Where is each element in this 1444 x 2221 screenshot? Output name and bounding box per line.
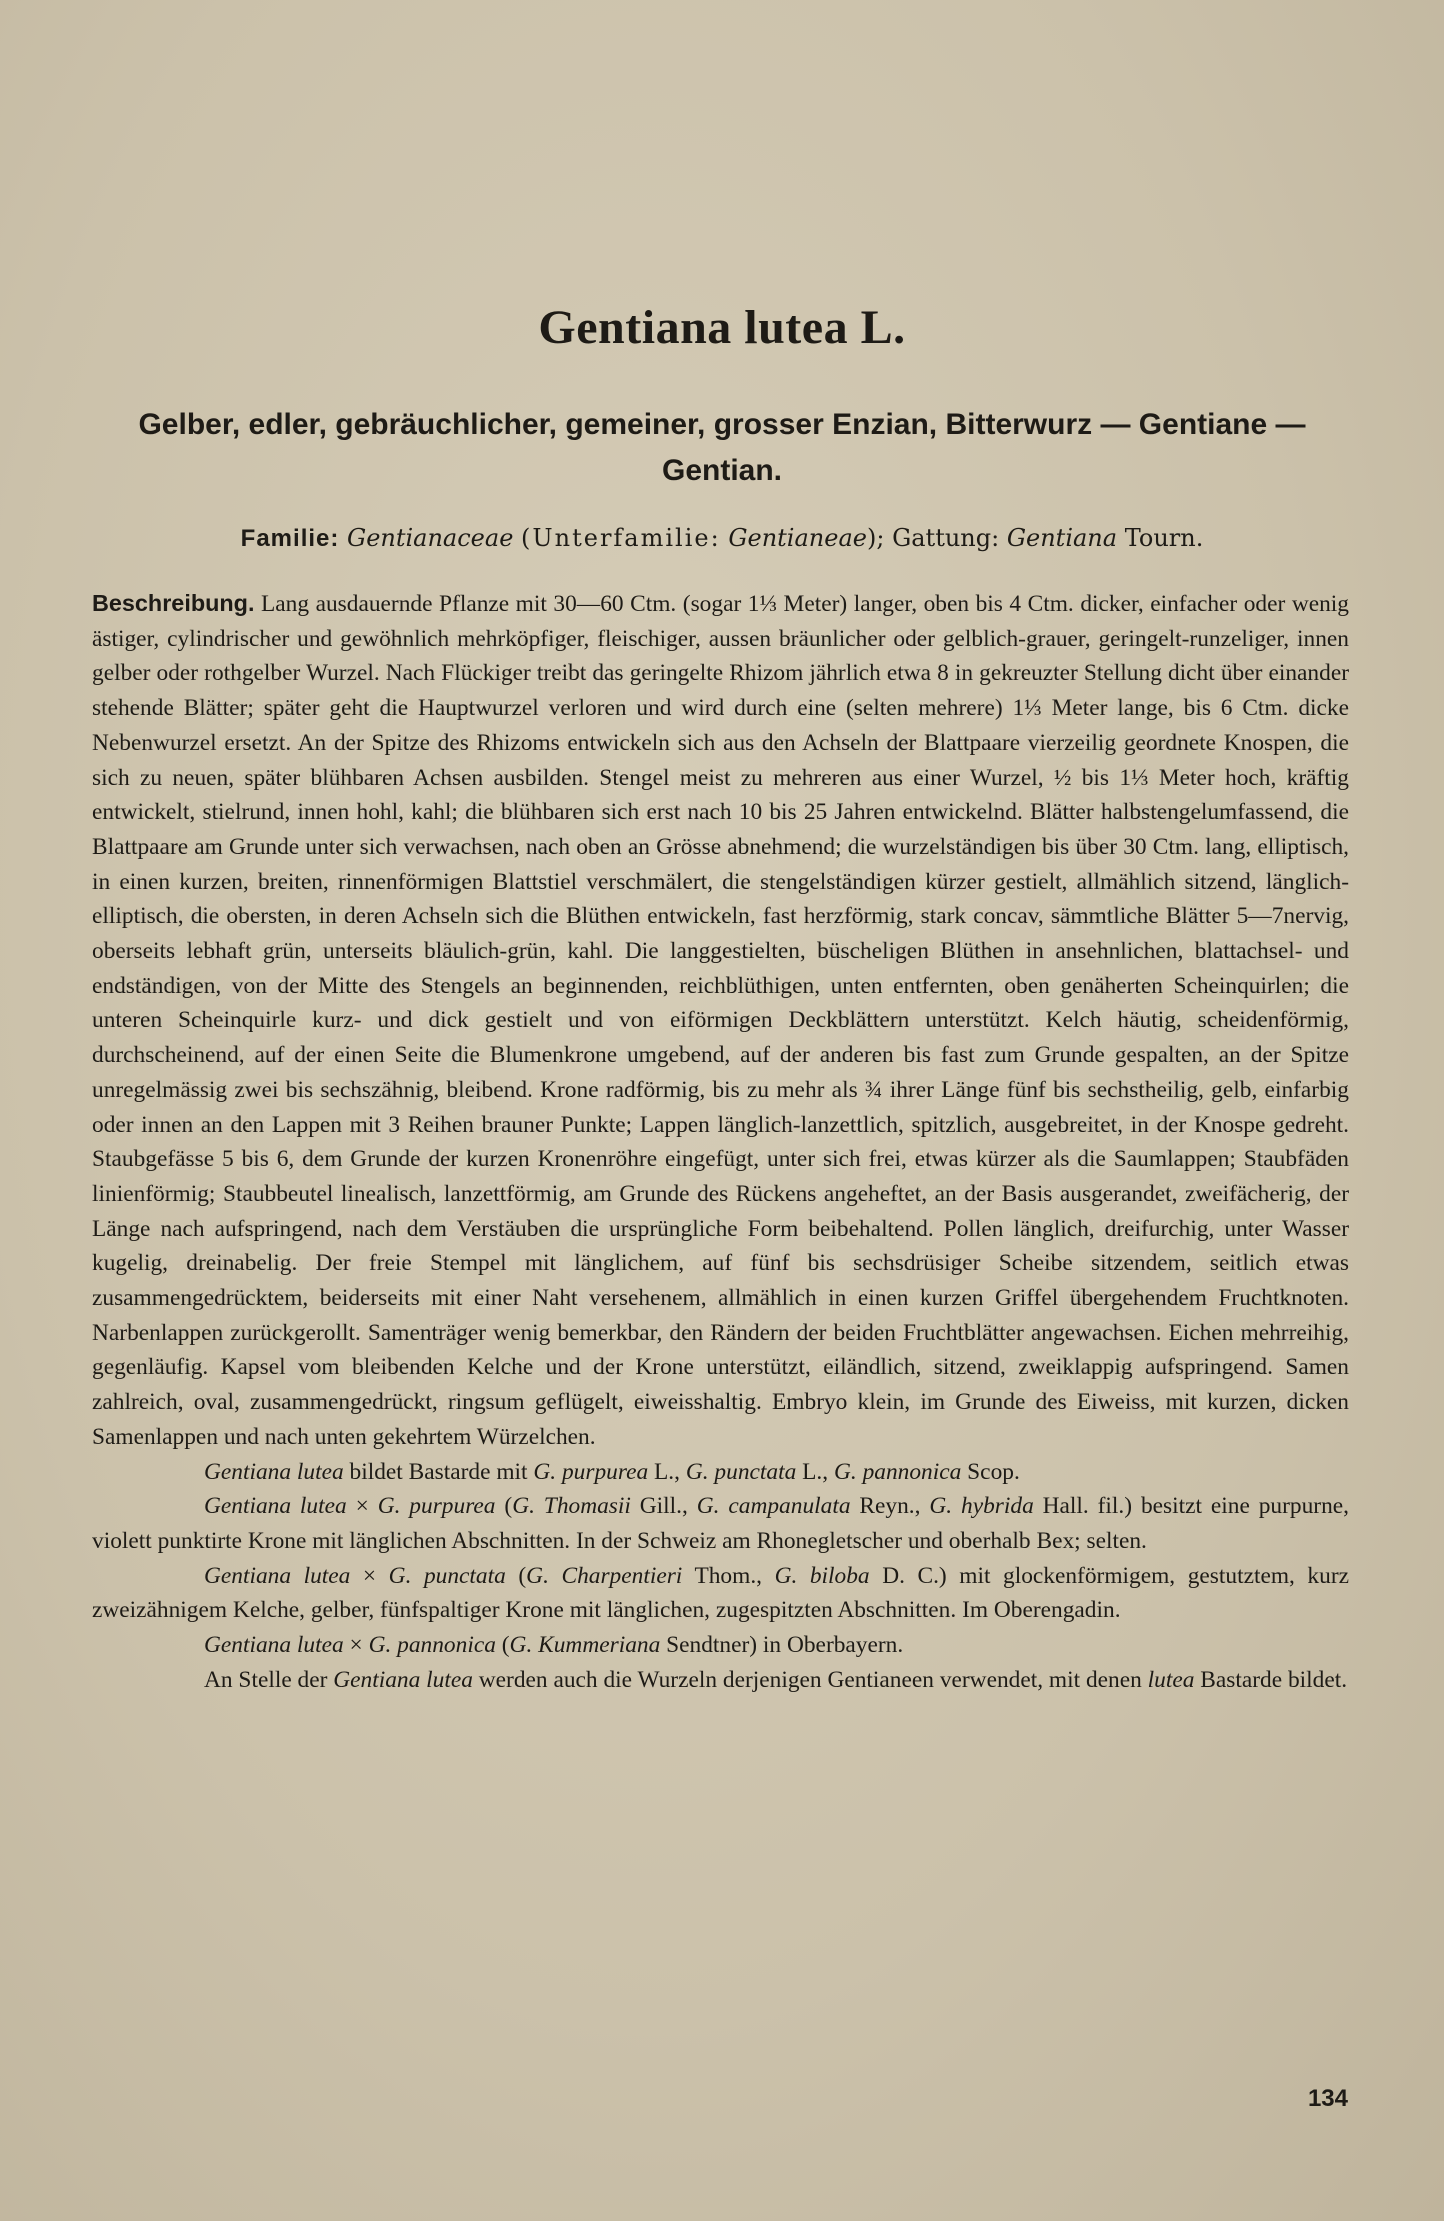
page-number: 134 xyxy=(1307,2085,1348,2112)
species-name: G. hybrida xyxy=(929,1493,1034,1520)
species-name: G. campanulata xyxy=(696,1493,851,1520)
text-span: Thom., xyxy=(682,1562,775,1589)
family-name: Gentianaceae xyxy=(347,524,514,552)
text-span: L., xyxy=(796,1458,834,1485)
species-name: G. pannonica xyxy=(368,1632,496,1659)
unterfamilie-label: (Unterfamilie: xyxy=(521,524,721,552)
text-span: Bastarde bildet. xyxy=(1194,1666,1348,1693)
text-span: bildet Bastarde mit xyxy=(343,1458,534,1485)
hybrid-paragraph-4 xyxy=(92,1628,1349,1663)
text-span: D. C.) mit glockenförmigem, gestutztem, kurz zweizähnigem Kelche, gelber, fünfspaltiger Krone mit länglichen, zugespitzten Abschnitten. Im Oberengadin. xyxy=(92,1562,1349,1624)
description-text: Lang ausdauernde Pflanze mit 30—60 Ctm. (sogar 1⅓ Meter) langer, oben bis 4 Ctm. dicker, einfacher oder wenig ästiger, cylindrischer und gewöhnlich mehrköpfiger, fleischiger, aussen bräunlicher oder gelblich-grauer, geringelt-runzeliger, innen gelber oder rothgelber Wurzel. Nach Flückiger treibt das geringelte Rhizom jährlich etwa 8 in gekreuzter Stellung dicht über einander stehende Blätter; später geht die Hauptwurzel verloren und wird durch eine (selten mehrere) 1⅓ Meter lange, bis 6 Ctm. dicke Nebenwurzel ersetzt. An der Spitze des Rhizoms entwickeln sich aus den Achseln der Blattpaare vierzeilig geordnete Knospen, die sich zu neuen, später blühbaren Achsen ausbilden. Stengel meist zu mehreren aus einer Wurzel, ½ bis 1⅓ Meter hoch, kräftig entwickelt, stielrund, innen hohl, kahl; die blühbaren sich erst nach 10 bis 25 Jahren entwickelnd. Blätter halbstengelumfassend, die Blattpaare am Grunde unter sich verwachsen, nach oben an Grösse abnehmend; die wurzelständigen bis über 30 Ctm. lang, elliptisch, in einen kurzen, breiten, rinnenförmigen Blattstiel verschmälert, die stengelständigen kürzer gestielt, allmählich sitzend, länglich-elliptisch, die obersten, in deren Achseln sich die Blüthen entwickeln, fast herzförmig, stark concav, sämmtliche Blätter 5—7nervig, oberseits lebhaft grün, unterseits bläulich-grün, kahl. Die langgestielten, büscheligen Blüthen in ansehnlichen, blattachsel- und endständigen, von der Mitte des Stengels an beginnenden, reichblüthigen, unten entfernten, oben genäherten Scheinquirlen; die unteren Scheinquirle kurz- und dick gestielt und von eiförmigen Deckblättern unterstützt. Kelch häutig, scheidenförmig, durchscheinend, auf der einen Seite die Blumenkrone umgebend, auf der anderen bis fast zum Grunde gespalten, an der Spitze unregelmässig zwei bis sechszähnig, bleibend. Krone radförmig, bis zu mehr als ¾ ihrer Länge fünf bis sechstheilig, gelb, einfarbig oder innen an den Lappen mit 3 Reihen brauner Punkte; Lappen länglich-lanzettlich, spitzlich, ausgebreitet, in der Knospe gedreht. Staubgefässe 5 bis 6, dem Grunde der kurzen Kronenröhre eingefügt, unter sich frei, etwas kürzer als die Saumlappen; Staubfäden linienförmig; Staubbeutel linealisch, lanzettförmig, am Grunde des Rückens angeheftet, an der Basis ausgerandet, zweifächerig, der Länge nach aufspringend, nach dem Verstäuben die ursprüngliche Form beibehaltend. Pollen länglich, dreifurchig, unter Wasser kugelig, dreinabelig. Der freie Stempel mit länglichem, auf fünf bis sechsdrüsiger Scheibe sitzendem, seitlich etwas zusammengedrücktem, beiderseits mit einer Naht versehenem, allmählich in einen kurzen Griffel übergehendem Fruchtknoten. Narbenlappen zurückgerollt. Samenträger wenig bemerkbar, den Rändern der beiden Fruchtblätter angewachsen. Eichen mehrreihig, gegenläufig. Kapsel vom bleibenden Kelche und der Krone unterstützt, eiländlich, sitzend, zweiklappig aufspringend. Samen zahlreich, oval, zusammengedrückt, ringsum geflügelt, eiweisshaltig. Embryo klein, im Grunde des Eiweiss, mit kurzen, dicken Samenlappen und nach unten gekehrtem Würzelchen. xyxy=(92,591,1349,1450)
species-name: Gentiana lutea xyxy=(333,1666,473,1693)
text-span: Reyn., xyxy=(850,1493,930,1520)
species-name: G. Thomasii xyxy=(512,1493,631,1520)
species-name: G. biloba xyxy=(774,1562,870,1589)
body-text xyxy=(92,586,1349,1698)
species-name: G. Charpentieri xyxy=(526,1562,683,1589)
species-name: G. purpurea xyxy=(533,1458,649,1485)
hybrid-paragraph-1 xyxy=(92,1455,1349,1490)
text-span: Scop. xyxy=(961,1458,1020,1485)
species-name: G. pannonica xyxy=(833,1458,962,1485)
subfamily-name: Gentianeae xyxy=(728,524,867,552)
species-name: Gentiana lutea xyxy=(204,1632,344,1659)
common-names-subtitle: Gelber, edler, gebräuchlicher, gemeiner, grosser Enzian, Bitterwurz — Gentiane — Gentian. xyxy=(138,408,1306,487)
species-name: lutea xyxy=(1147,1666,1195,1693)
text-span: ( xyxy=(495,1632,510,1659)
text-span: L., xyxy=(648,1458,686,1485)
text-span: Gill., xyxy=(630,1493,697,1520)
text-span: × xyxy=(346,1493,378,1520)
beschreibung-label: Beschreibung. xyxy=(92,590,255,616)
text-span: Hall. fil.) besitzt eine purpurne, violett punktirte Krone mit länglichen Abschnitten. In der Schweiz am Rhonegletscher und oberhalb Bex; selten. xyxy=(92,1493,1350,1554)
closing-paragraph xyxy=(92,1663,1349,1698)
species-name: G. punctata xyxy=(388,1562,506,1589)
text-span: × xyxy=(350,1562,389,1589)
species-name: Gentiana lutea xyxy=(204,1493,347,1520)
text-span: ( xyxy=(495,1493,513,1520)
species-name: G. Kummeriana xyxy=(509,1632,661,1659)
species-name: Gentiana lutea xyxy=(204,1562,351,1589)
gattung-label: Gattung: xyxy=(892,524,1000,552)
subfamily-close: ); xyxy=(866,524,885,552)
species-name: G. purpurea xyxy=(377,1493,496,1520)
description-paragraph xyxy=(92,586,1349,1455)
species-name: Gentiana lutea xyxy=(204,1458,344,1485)
familie-label: Familie: xyxy=(240,525,340,552)
text-span: × xyxy=(343,1632,369,1659)
text-span: werden auch die Wurzeln derjenigen Gentianeen verwendet, mit denen xyxy=(472,1666,1148,1693)
taxonomy-line xyxy=(0,524,1444,553)
species-name: G. punctata xyxy=(685,1458,797,1485)
page-title: Gentiana lutea L. xyxy=(538,301,906,354)
text-span: Sendtner) in Oberbayern. xyxy=(660,1632,904,1659)
genus-name: Gentiana xyxy=(1006,524,1118,552)
text-span: ( xyxy=(505,1562,527,1589)
hybrid-paragraph-2 xyxy=(92,1489,1349,1558)
genus-author: Tourn. xyxy=(1124,524,1204,552)
hybrid-paragraph-3 xyxy=(92,1559,1349,1628)
text-span: An Stelle der xyxy=(204,1666,334,1693)
